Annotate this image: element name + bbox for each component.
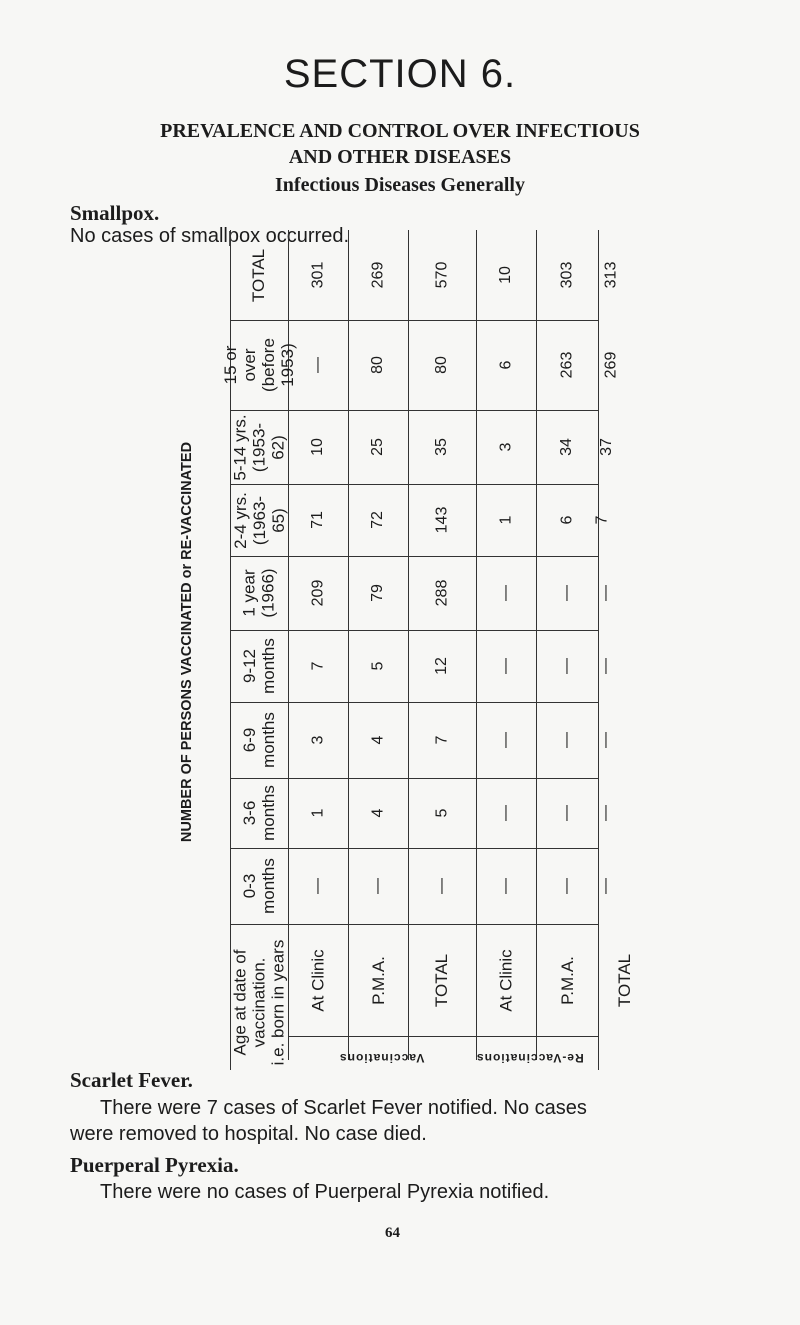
smallpox-text: No cases of smallpox occurred.: [70, 225, 350, 247]
column-header-line: 62): [268, 434, 288, 460]
column-header-line: 6-9: [240, 727, 259, 753]
row-label-text: TOTAL: [432, 953, 452, 1007]
table-cell-value: —: [597, 732, 614, 748]
table-cell: [536, 778, 598, 848]
group-label: [288, 1036, 476, 1080]
table-cell: [288, 778, 348, 848]
table-cell: [408, 556, 476, 630]
table-cell-value: —: [597, 878, 614, 894]
table-cell: [598, 630, 614, 702]
table-cell: [476, 230, 536, 320]
column-header-line: months: [259, 712, 278, 768]
table-cell-value: —: [497, 732, 514, 748]
side-label-container: [172, 230, 202, 1060]
table-cell-value: 570: [432, 261, 450, 289]
column-header: [230, 410, 288, 484]
table-cell-value: 1: [497, 515, 514, 525]
table-cell-value: 80: [368, 356, 386, 374]
table-cell-value: —: [497, 585, 514, 601]
table-cell: [476, 484, 536, 556]
page-number: 64: [385, 1225, 400, 1241]
table-cell: [598, 556, 614, 630]
table-cell-value: 80: [432, 356, 450, 374]
table-cell-value: 37: [597, 438, 615, 456]
table-cell: [536, 630, 598, 702]
column-header: [230, 630, 288, 702]
column-header: [230, 778, 288, 848]
column-header-line: 0-3: [240, 873, 259, 899]
column-header: [230, 702, 288, 778]
table-cell: [408, 410, 476, 484]
column-header-line: 2-4 yrs.: [230, 491, 250, 549]
table-cell: [288, 556, 348, 630]
column-header: [221, 320, 297, 410]
table-cell: [598, 702, 614, 778]
table-cell-value: 1: [309, 808, 326, 818]
table-cell-value: 4: [369, 735, 386, 745]
table-cell-value: —: [497, 878, 514, 894]
table-cell-value: 10: [496, 266, 514, 284]
table-cell-value: 79: [368, 584, 386, 602]
puerperal-text: There were no cases of Puerperal Pyrexia notified.: [100, 1181, 550, 1203]
table-cell-value: 6: [558, 515, 575, 525]
column-header-label: [240, 785, 278, 841]
group-label: [476, 1036, 584, 1080]
table-cell-value: 3: [497, 442, 514, 452]
table-cell-value: 3: [309, 735, 326, 745]
table-cell: [288, 702, 348, 778]
table-cell: [408, 778, 476, 848]
column-header-line: 9-12: [240, 648, 259, 684]
table-cell: [348, 778, 408, 848]
table-cell-value: 209: [308, 579, 326, 607]
column-header: [230, 230, 288, 320]
puerperal-title: Puerperal Pyrexia.: [70, 1153, 239, 1177]
table-cell: [536, 230, 598, 320]
table-cell-value: 269: [602, 351, 620, 379]
table-cell-value: —: [558, 658, 575, 674]
side-label: NUMBER OF PERSONS VACCINATED or RE-VACCINATED: [179, 441, 195, 843]
table-cell-value: —: [309, 357, 326, 373]
table-cell: [536, 848, 598, 924]
table-cell: [598, 848, 614, 924]
column-header-line: months: [259, 858, 278, 914]
table-cell: [348, 848, 408, 924]
table-cell-value: —: [597, 658, 614, 674]
table-cell-value: —: [558, 732, 575, 748]
table-cell: [288, 848, 348, 924]
table-cell-value: 301: [308, 261, 326, 289]
column-header-label: [250, 248, 269, 301]
column-header-line: 3-6: [240, 800, 259, 826]
table-cell: [288, 410, 348, 484]
column-header-line: (1966): [258, 568, 278, 618]
table-cell: [536, 702, 598, 778]
table-cell-value: 313: [602, 261, 620, 289]
scarlet-fever-line-2: were removed to hospital. No case died.: [70, 1123, 427, 1145]
table-cell: [288, 630, 348, 702]
table-cell-value: 10: [308, 438, 326, 456]
row-label: [348, 924, 408, 1036]
table-cell: [348, 702, 408, 778]
column-header-line: months: [259, 785, 278, 841]
group-label-text: Vaccinations: [339, 1051, 425, 1065]
row-label: [536, 924, 598, 1036]
table-cell: [348, 556, 408, 630]
column-header-label: [221, 338, 297, 392]
table-cell: [476, 320, 536, 410]
column-header-label: [231, 492, 288, 549]
table-cell-value: 35: [432, 438, 450, 456]
table-cell-value: 6: [497, 360, 514, 370]
column-header-line: over: [240, 348, 259, 382]
column-header-label: [240, 858, 278, 914]
scarlet-fever-line-1: There were 7 cases of Scarlet Fever notified. No cases: [100, 1097, 587, 1119]
row-label: [598, 924, 651, 1036]
table-cell: [598, 230, 625, 320]
table-cell-value: —: [433, 878, 450, 894]
row-label-text: P.M.A.: [368, 955, 388, 1005]
table-cell: [536, 320, 598, 410]
column-header-line: 1 year: [239, 569, 259, 617]
section-title: SECTION 6.: [283, 52, 517, 96]
table-cell: [593, 484, 611, 556]
group-label-text: Re-Vaccinations: [476, 1051, 584, 1065]
column-header-label: [240, 638, 278, 694]
corner-header-label: [231, 939, 288, 1065]
table-cell: [408, 630, 476, 702]
row-label-text: P.M.A.: [557, 955, 577, 1005]
group-divider: [476, 230, 477, 1060]
column-header-line: 15 or: [221, 345, 240, 385]
table-cell: [408, 484, 476, 556]
table-cell-value: —: [558, 585, 575, 601]
heading-line-1: PREVALENCE AND CONTROL OVER INFECTIOUS: [160, 120, 640, 142]
table-cell-value: 7: [309, 661, 326, 671]
table-cell-value: 34: [557, 438, 575, 456]
table-cell: [348, 484, 408, 556]
table-cell: [476, 702, 536, 778]
table-cell-value: —: [497, 805, 514, 821]
column-header-label: [240, 712, 278, 768]
column-header: [230, 484, 288, 556]
table-cell-value: —: [369, 878, 386, 894]
table-cell: [536, 410, 598, 484]
table-cell: [476, 556, 536, 630]
table-cell: [288, 230, 348, 320]
column-header-line: (before: [259, 338, 278, 392]
row-label-text: TOTAL: [615, 953, 635, 1007]
table-cell-value: 4: [369, 808, 386, 818]
table-cell: [476, 410, 536, 484]
vaccination-table: [221, 230, 635, 1065]
column-header-label: [231, 414, 288, 480]
table-cell: [408, 320, 476, 410]
column-header-line: (1963-: [249, 495, 269, 545]
smallpox-title: Smallpox.: [70, 201, 160, 225]
column-header-line: TOTAL: [249, 248, 269, 302]
table-cell-value: 12: [432, 657, 450, 675]
table-cell: [348, 630, 408, 702]
table-cell-value: 288: [432, 579, 450, 607]
table-cell-value: —: [558, 805, 575, 821]
table-cell: [536, 484, 598, 556]
column-header: [230, 556, 288, 630]
table-cell-value: 7: [433, 735, 450, 745]
table-cell-value: 263: [557, 351, 575, 379]
row-label-text: At Clinic: [308, 948, 328, 1012]
scarlet-fever-title: Scarlet Fever.: [70, 1068, 193, 1092]
table-cell-value: 7: [593, 515, 611, 525]
column-header-line: (1953-: [249, 422, 269, 472]
table-cell-value: —: [309, 878, 326, 894]
table-cell-value: 5: [369, 661, 386, 671]
table-cell: [348, 320, 408, 410]
table-cell: [408, 702, 476, 778]
table-cell: [476, 848, 536, 924]
table-cell-value: 303: [557, 261, 575, 289]
table-cell: [476, 630, 536, 702]
table-cell-value: 71: [308, 511, 326, 529]
table-cell-value: 5: [433, 808, 450, 818]
table-cell-value: —: [597, 585, 614, 601]
table-cell: [536, 556, 598, 630]
table-cell-value: —: [497, 658, 514, 674]
subheading: Infectious Diseases Generally: [275, 174, 525, 196]
row-label-text: At Clinic: [496, 948, 516, 1012]
column-header: [230, 848, 288, 924]
table-cell-value: 143: [432, 506, 450, 534]
table-cell: [476, 778, 536, 848]
table-cell: [598, 410, 616, 484]
heading-line-2: AND OTHER DISEASES: [288, 146, 512, 168]
column-header-line: 5-14 yrs.: [230, 413, 250, 481]
column-header-label: [240, 568, 278, 617]
table-cell: [408, 230, 476, 320]
corner-header: [230, 924, 288, 1080]
table-cell: [288, 484, 348, 556]
table-cell-value: —: [597, 805, 614, 821]
corner-header-line: vaccination.: [249, 957, 269, 1047]
table-cell: [348, 410, 408, 484]
row-label: [476, 924, 536, 1036]
corner-header-line: i.e. born in years: [268, 939, 288, 1065]
row-label: [288, 924, 348, 1036]
table-cell: [598, 778, 614, 848]
table-cell: [288, 320, 348, 410]
table-cell-value: 269: [368, 261, 386, 289]
table-cell-value: —: [558, 878, 575, 894]
column-header-line: 65): [268, 507, 288, 533]
column-header-line: 1953): [278, 343, 297, 387]
table-cell-value: 72: [368, 511, 386, 529]
corner-header-line: Age at date of: [230, 949, 250, 1055]
column-header-line: months: [259, 638, 278, 694]
table-cell: [348, 230, 408, 320]
row-label: [408, 924, 476, 1036]
table-cell: [598, 320, 625, 410]
table-cell-value: 25: [368, 438, 386, 456]
table-cell: [408, 848, 476, 924]
